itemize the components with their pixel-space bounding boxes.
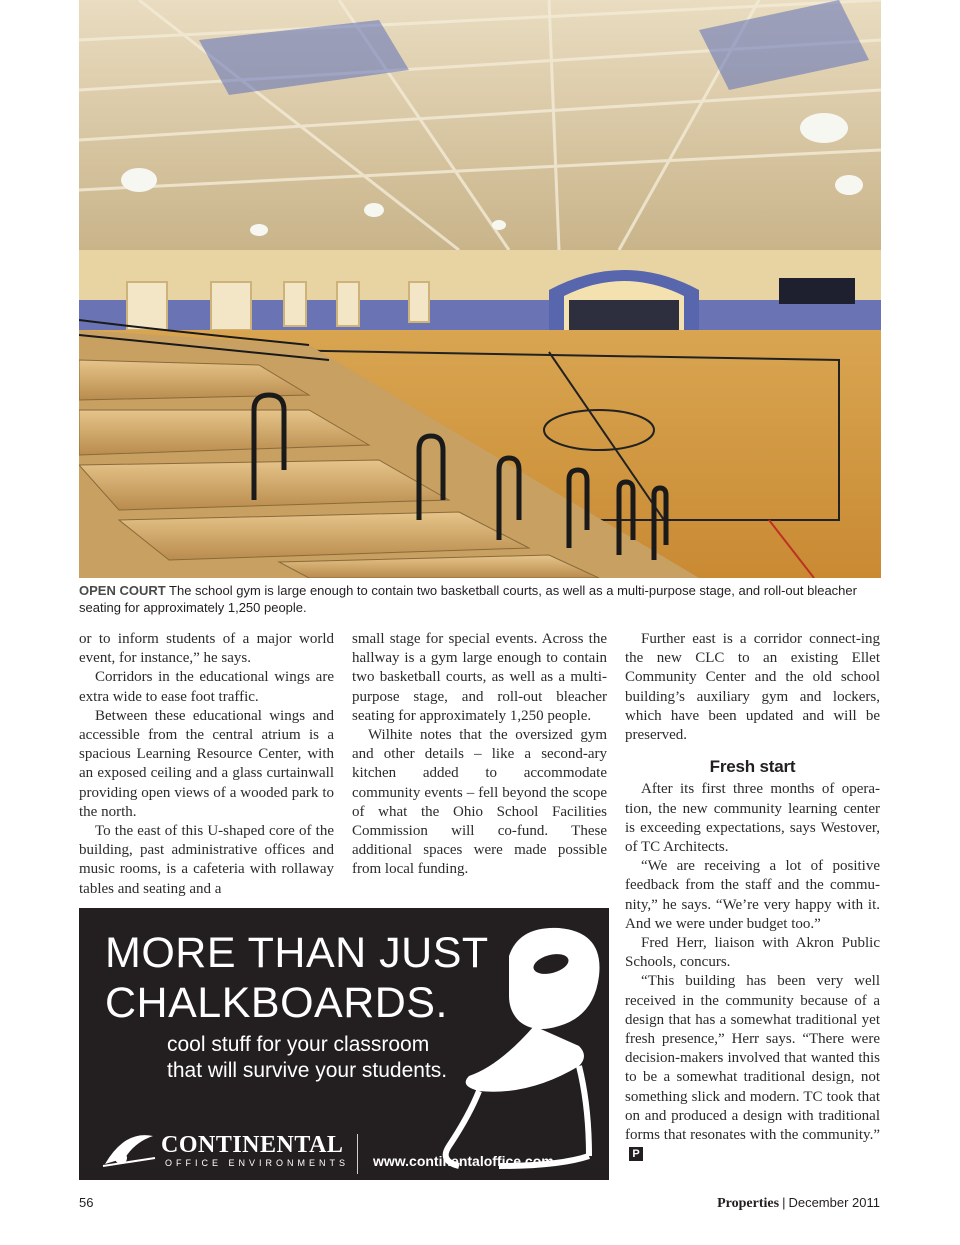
caption-lead: OPEN COURT bbox=[79, 583, 166, 598]
paragraph: “We are receiving a lot of positive feedback from the staff and the commu-nity,” he says. “We’re very happy with it. And we were under budget too.” bbox=[625, 858, 880, 932]
ad-headline-line-2: CHALKBOARDS. bbox=[105, 979, 448, 1027]
paragraph: After its first three months of opera-tion, the new community learning center is exceeding expectations, says Westover, of TC Architects. bbox=[625, 781, 880, 856]
paragraph: To the east of this U-shaped core of the building, past administrative offices and music rooms, is a cafeteria with rollaway tables and seating and a bbox=[79, 823, 334, 897]
footer-credit bbox=[717, 1195, 880, 1212]
ad-headline bbox=[105, 928, 489, 1028]
page-number: 56 bbox=[79, 1195, 94, 1210]
paragraph: Further east is a corridor connect-ing the new CLC to an existing Ellet Community Center and the old school building’s auxiliary gym and lockers, which have been updated and will be preserved. bbox=[625, 631, 880, 744]
ad-subheadline bbox=[167, 1032, 447, 1084]
paragraph: or to inform students of a major world event, for instance,” he says. bbox=[79, 631, 334, 667]
ad-sub-line-1: cool stuff for your classroom bbox=[167, 1033, 430, 1056]
article-column-1 bbox=[79, 630, 334, 899]
ad-brand-tagline: OFFICE ENVIRONMENTS bbox=[165, 1158, 350, 1168]
end-mark-icon: P bbox=[629, 1147, 643, 1161]
ad-divider bbox=[357, 1134, 358, 1174]
gym-photo bbox=[79, 0, 881, 578]
issue-date: December 2011 bbox=[788, 1195, 880, 1210]
article-column-2 bbox=[352, 630, 607, 880]
paragraph: small stage for special events. Across the hallway is a gym large enough to contain two basketball courts, as well as a multi-purpose stage, and roll-out bleacher seating for approximately 1,250 people. bbox=[352, 631, 607, 724]
paragraph-last bbox=[625, 972, 880, 1164]
chair-icon bbox=[439, 916, 609, 1176]
ad-headline-line-1: MORE THAN JUST bbox=[105, 929, 489, 977]
caption-text: The school gym is large enough to contain two basketball courts, as well as a multi-purpose stage, and roll-out bleacher seating for approximately 1,250 people. bbox=[79, 583, 857, 615]
ad-brand-name: CONTINENTAL bbox=[161, 1132, 344, 1158]
paragraph: Wilhite notes that the oversized gym and other details – like a second-ary kitchen added to accommodate community events – fell beyond the scope of what the Ohio School Facilities Commission will co-fund. These additional spaces were made possible from local funding. bbox=[352, 727, 607, 878]
footer-separator: | bbox=[782, 1195, 786, 1210]
ad-sub-line-2: that will survive your students. bbox=[167, 1059, 448, 1082]
ad-url-link[interactable]: www.continentaloffice.com bbox=[373, 1153, 554, 1169]
paragraph-text: “This building has been very well received in the community because of a design that has a somewhat traditional yet fresh presence,” Herr says. “There were decision-makers involved that wanted this to be a somewhat traditional design, not something slick and modern. TC took that on and produced a design with traditional forms that resonates with the community.” bbox=[625, 973, 880, 1144]
paragraph: Corridors in the educational wings are extra wide to ease foot traffic. bbox=[79, 669, 334, 705]
magazine-name: Properties bbox=[717, 1196, 780, 1211]
paragraph: Between these educational wings and accessible from the central atrium is a spacious Learning Resource Center, with an exposed ceiling and a glass curtainwall providing open views of a wooded park to the north. bbox=[79, 707, 334, 820]
advertisement[interactable] bbox=[79, 908, 609, 1180]
section-subhead: Fresh start bbox=[709, 757, 796, 777]
photo-caption bbox=[79, 582, 885, 616]
continental-logo-icon bbox=[101, 1128, 157, 1170]
paragraph: Fred Herr, liaison with Akron Public Schools, concurs. bbox=[625, 935, 880, 971]
article-column-3 bbox=[625, 630, 880, 1164]
